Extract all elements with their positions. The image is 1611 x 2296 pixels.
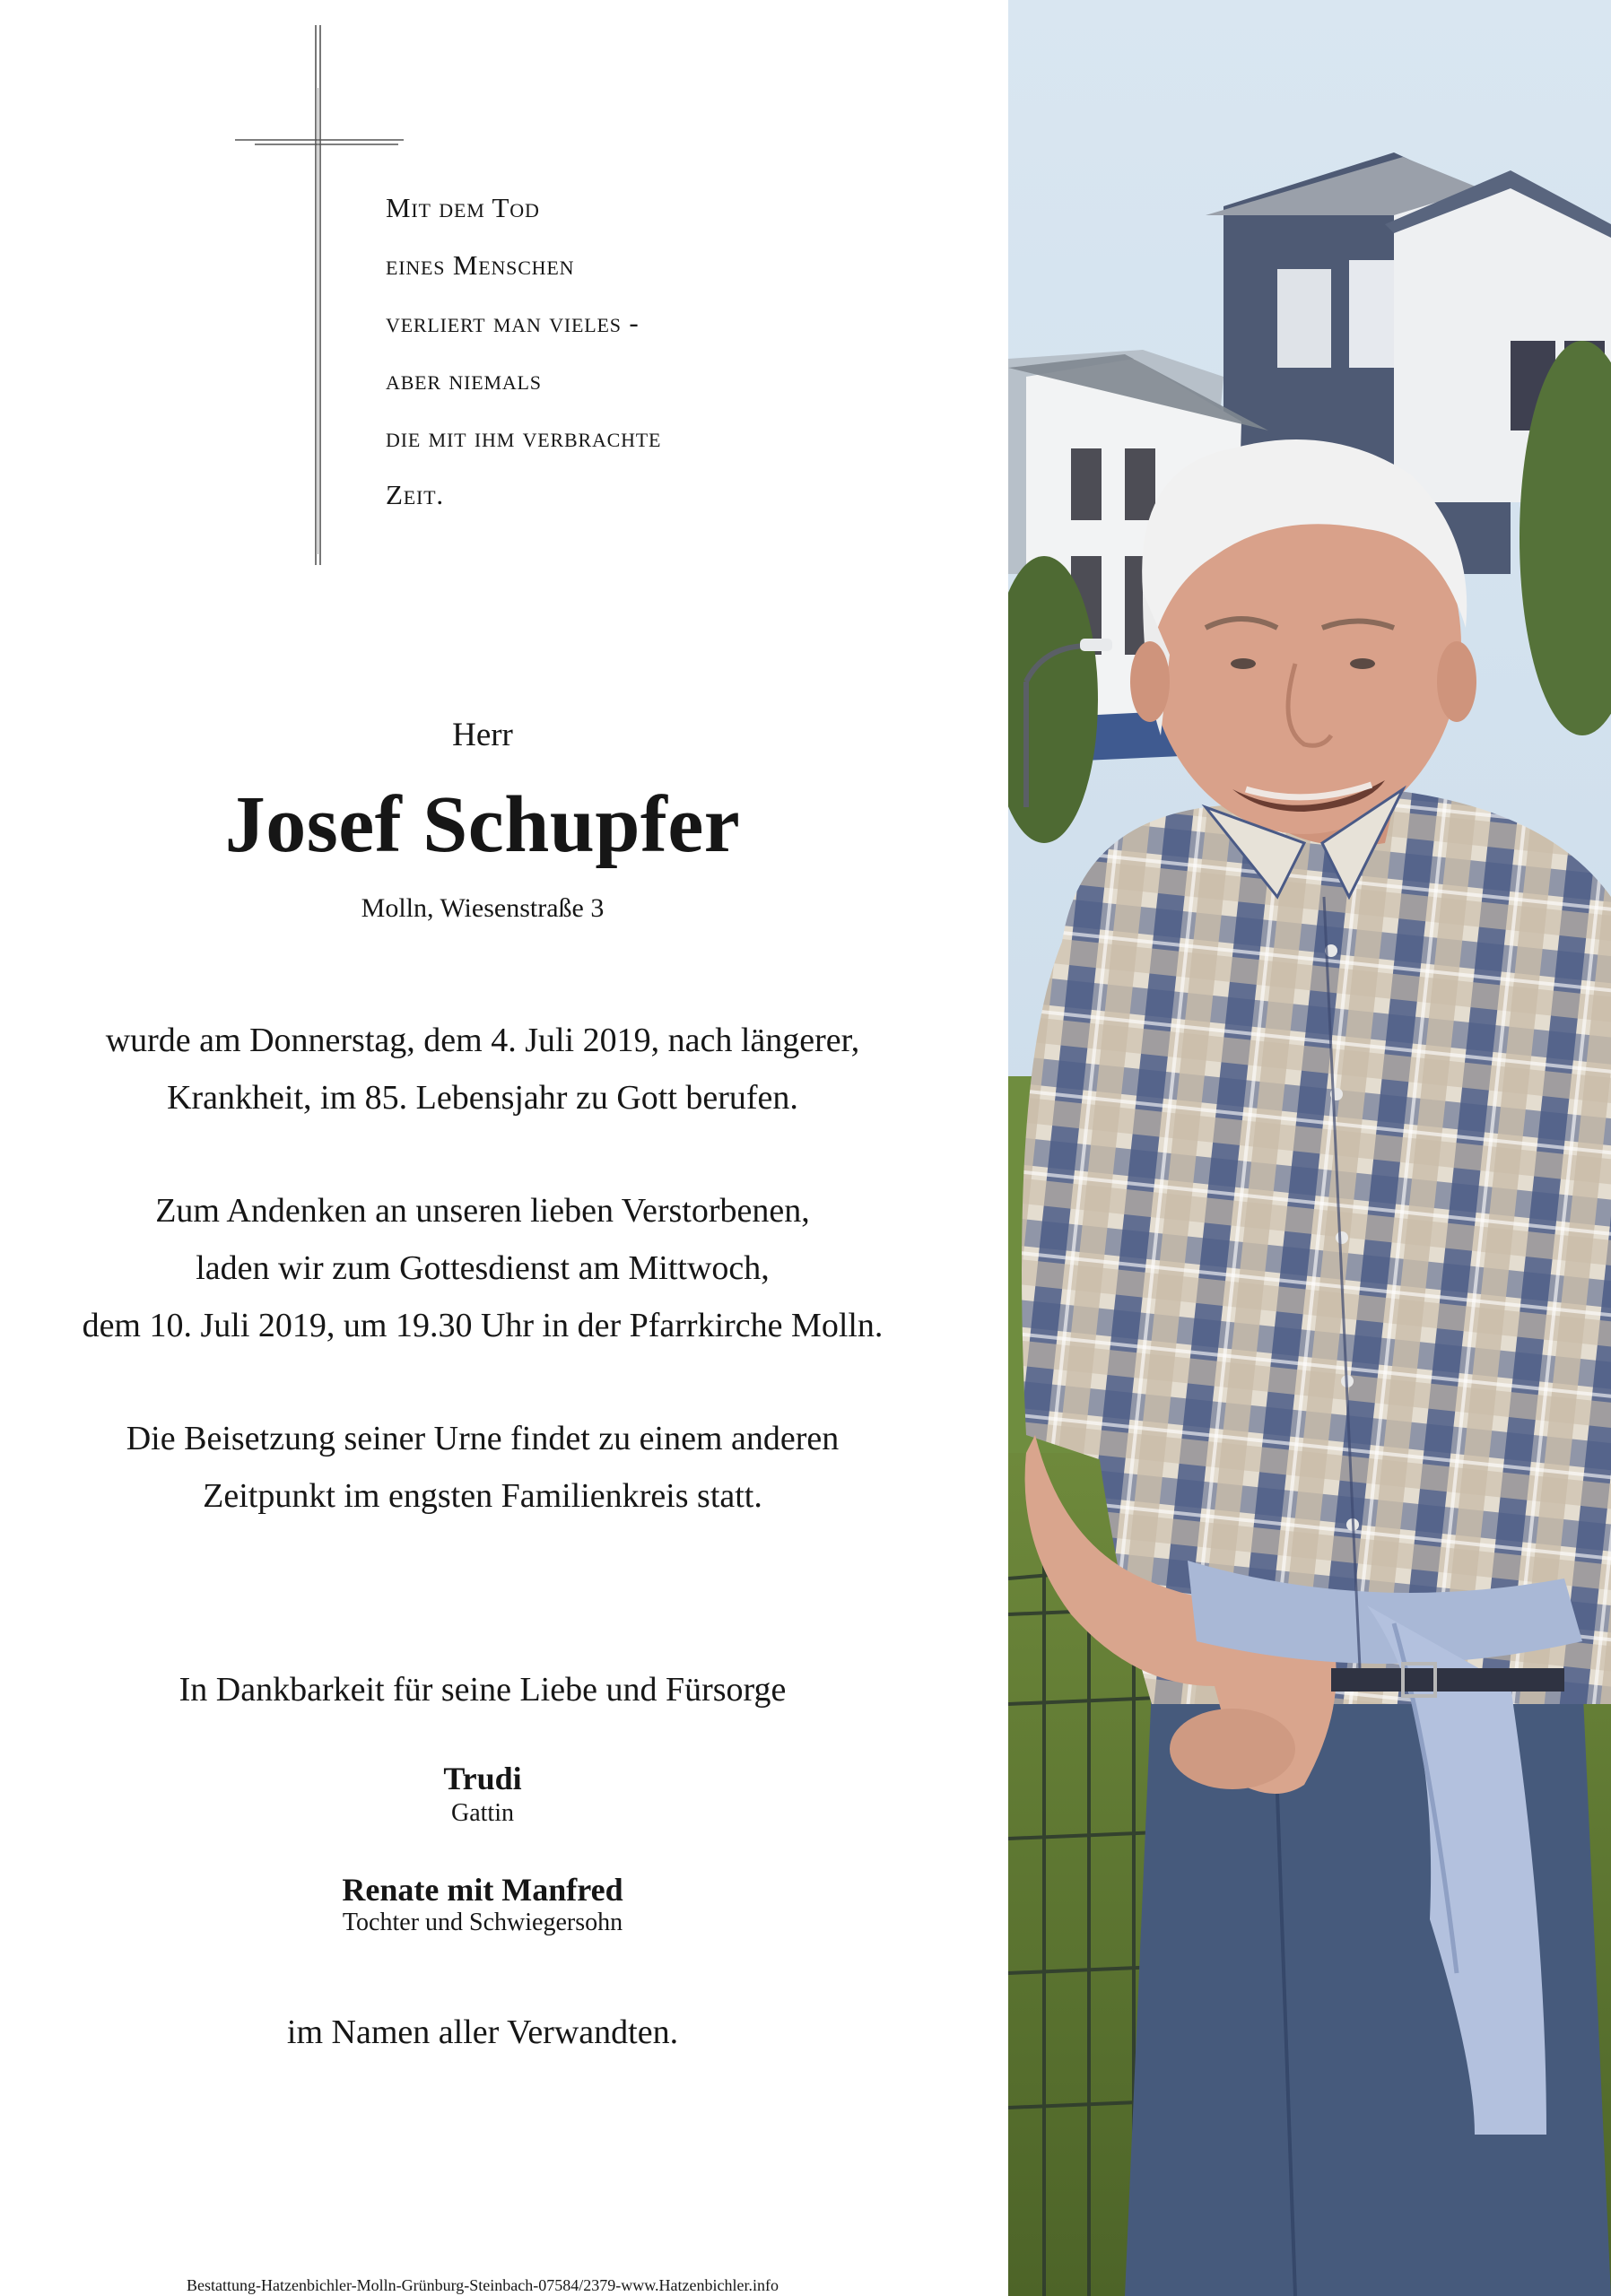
motto-line: Zeit. — [386, 479, 444, 510]
text-line: Zeitpunkt im engsten Familienkreis statt. — [203, 1477, 762, 1515]
portrait-illustration — [1008, 0, 1611, 2296]
motto-verse — [386, 179, 798, 524]
motto-line: die mit ihm verbrachte — [386, 422, 662, 453]
service-announcement — [0, 1182, 965, 1354]
text-line: dem 10. Juli 2019, um 19.30 Uhr in der Pfarrkirche Molln. — [82, 1307, 884, 1344]
cross-icon — [235, 25, 404, 565]
mourners-intro: In Dankbarkeit für seine Liebe und Fürsorge — [179, 1671, 787, 1709]
text-line: Krankheit, im 85. Lebensjahr zu Gott berufen. — [167, 1079, 798, 1117]
mourner-name: Trudi — [443, 1761, 522, 1796]
mourner-name: Renate mit Manfred — [342, 1872, 623, 1908]
deceased-name: Josef Schupfer — [224, 780, 741, 869]
text-line: Die Beisetzung seiner Urne findet zu einem anderen — [126, 1420, 840, 1457]
text-line: laden wir zum Gottesdienst am Mittwoch, — [196, 1249, 770, 1287]
funeral-home-footer: Bestattung-Hatzenbichler-Molln-Grünburg-Steinbach-07584/2379-www.Hatzenbichler.info — [187, 2276, 779, 2294]
text-line: wurde am Donnerstag, dem 4. Juli 2019, nach längerer, — [105, 1022, 860, 1059]
closing-line: im Namen aller Verwandten. — [286, 2013, 679, 2051]
motto-line: aber niemals — [386, 364, 542, 396]
death-announcement — [0, 1012, 965, 1126]
mourner-relation: Tochter und Schwiegersohn — [342, 1909, 623, 1936]
motto-line: verliert man vieles - — [386, 307, 640, 338]
text-line: Zum Andenken an unseren lieben Verstorbenen, — [155, 1192, 810, 1230]
motto-line: Mit dem Tod — [386, 192, 540, 223]
deceased-address: Molln, Wiesenstraße 3 — [361, 893, 605, 923]
motto-line: eines Menschen — [386, 249, 575, 281]
salutation: Herr — [452, 717, 513, 753]
portrait-photo — [1008, 0, 1611, 2296]
burial-announcement — [0, 1410, 965, 1525]
mourner-relation: Gattin — [451, 1799, 514, 1827]
